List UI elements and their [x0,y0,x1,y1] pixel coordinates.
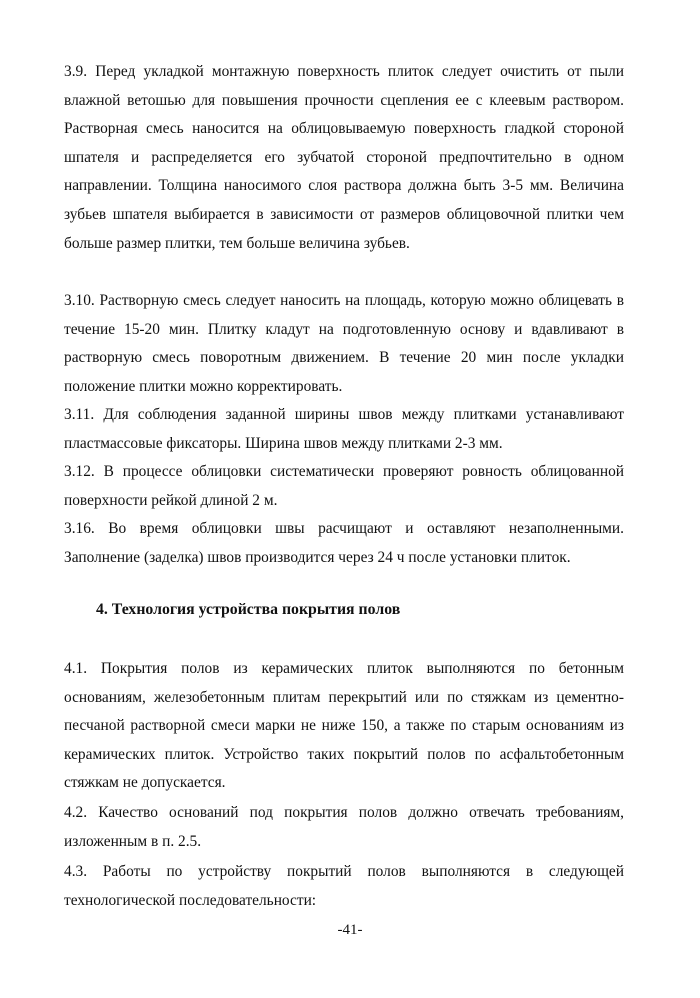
paragraph-3-10: 3.10. Растворную смесь следует наносить на площадь, которую можно облицевать в течение 15-20 мин. Плитку кладут на подготовленную основу и вдавливают в растворную смесь поворотным движением. В течение 20 мин после укладки положение плитки можно корректировать. [64,292,624,395]
paragraph-4-2: 4.2. Качество оснований под покрытия полов должно отвечать требованиям, изложенным в п. 2.5. [64,804,624,850]
paragraph-4-3: 4.3. Работы по устройству покрытий полов выполняются в следующей технологической последовательности: [64,863,624,909]
page-number: -41- [337,922,363,938]
paragraph-3-12: 3.12. В процессе облицовки систематически проверяют ровность облицованной поверхности рейкой длиной 2 м. [64,463,624,509]
paragraph-3-11: 3.11. Для соблюдения заданной ширины швов между плитками устанавливают пластмассовые фиксаторы. Ширина швов между плитками 2-3 мм. [64,406,624,452]
paragraph-3-9: 3.9. Перед укладкой монтажную поверхность плиток следует очистить от пыли влажной ветошью для повышения прочности сцепления ее с клеевым раствором. Растворная смесь наносится на облицовываемую поверхность гладкой стороной шпателя и распределяется его зубчатой стороной предпочтительно в одном направлении. Толщина наносимого слоя раствора должна быть 3-5 мм. Величина зубьев шпателя выбирается в зависимости от размеров облицовочной плитки чем больше размер плитки, тем больше величина зубьев. [64,63,624,252]
paragraph-3-16: 3.16. Во время облицовки швы расчищают и оставляют незаполненными. Заполнение (заделка) швов производится через 24 ч после установки плиток. [64,520,624,566]
paragraph-4-1: 4.1. Покрытия полов из керамических плиток выполняются по бетонным основаниям, железобетонным плитам перекрытий или по стяжкам из цементно-песчаной растворной смеси марки не ниже 150, а также по старым основаниям из керамических плиток. Устройство таких покрытий полов по асфальтобетонным стяжкам не допускается. [64,660,624,792]
section-title: 4. Технология устройства покрытия полов [96,601,401,618]
